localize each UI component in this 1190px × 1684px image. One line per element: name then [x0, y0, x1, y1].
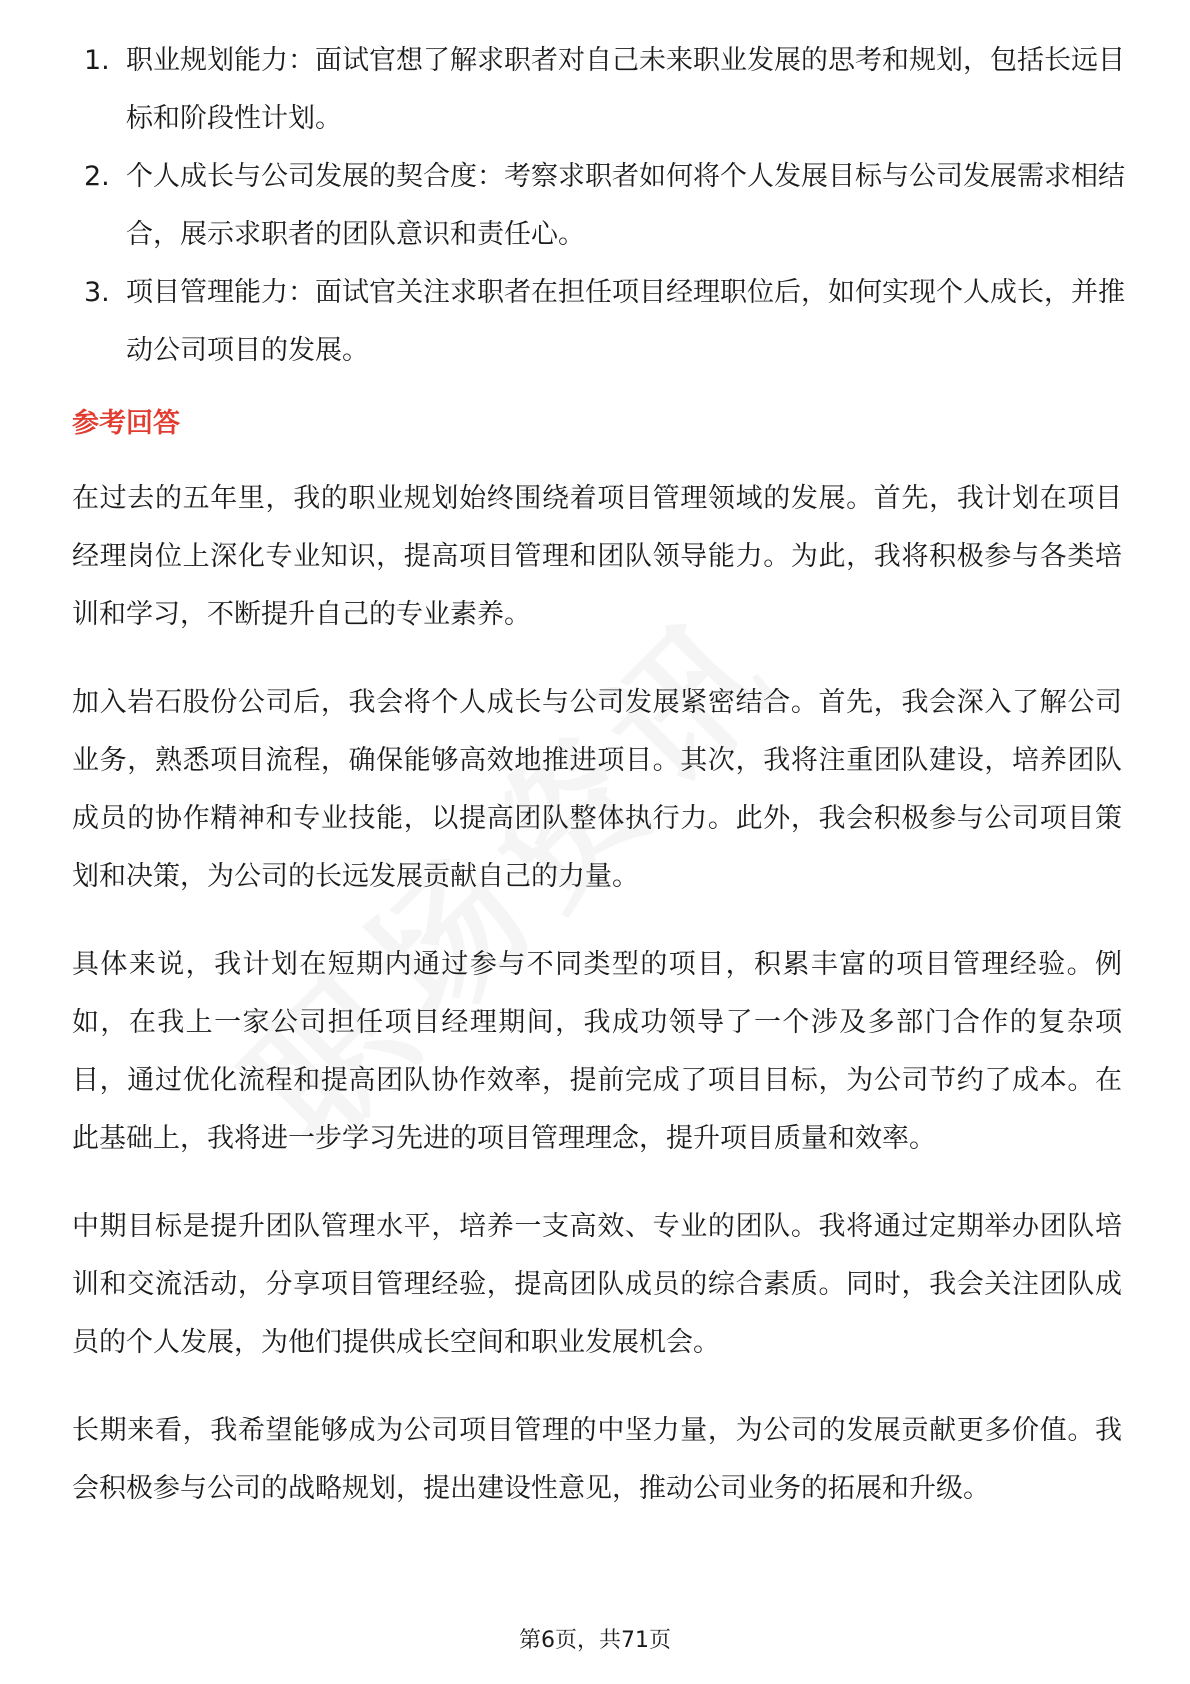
answer-paragraph: 中期目标是提升团队管理水平，培养一支高效、专业的团队。我将通过定期举办团队培训和交流活动，分享项目管理经验，提高团队成员的综合素质。同时，我会关注团队成员的个人发展，为他们提供成长空间和职业发展机会。 — [72, 1211, 1122, 1358]
answer-paragraph: 在过去的五年里，我的职业规划始终围绕着项目管理领域的发展。首先，我计划在项目经理岗位上深化专业知识，提高项目管理和团队领导能力。为此，我将积极参与各类培训和学习，不断提升自己的专业素养。 — [72, 483, 1122, 630]
reference-answer-body — [72, 470, 1122, 1548]
answer-paragraph: 加入岩石股份公司后，我会将个人成长与公司发展紧密结合。首先，我会深入了解公司业务，熟悉项目流程，确保能够高效地推进项目。其次，我将注重团队建设，培养团队成员的协作精神和专业技能，以提高团队整体执行力。此外，我会积极参与公司项目策划和决策，为公司的长远发展贡献自己的力量。 — [72, 687, 1122, 892]
list-item — [72, 264, 1132, 380]
answer-paragraph: 长期来看，我希望能够成为公司项目管理的中坚力量，为公司的发展贡献更多价值。我会积极参与公司的战略规划，提出建设性意见，推动公司业务的拓展和升级。 — [72, 1415, 1122, 1504]
list-item-number: 2. — [84, 161, 110, 192]
list-item — [72, 32, 1132, 148]
page-number-footer: 第6页，共71页 — [519, 1628, 671, 1653]
list-item-number: 1. — [84, 45, 110, 76]
list-item-text: 职业规划能力：面试官想了解求职者对自己未来职业发展的思考和规划，包括长远目标和阶段性计划。 — [126, 45, 1125, 134]
list-item — [72, 148, 1132, 264]
question-analysis-list — [72, 32, 1132, 380]
answer-paragraph: 具体来说，我计划在短期内通过参与不同类型的项目，积累丰富的项目管理经验。例如，在我上一家公司担任项目经理期间，我成功领导了一个涉及多部门合作的复杂项目，通过优化流程和提高团队协作效率，提前完成了项目目标，为公司节约了成本。在此基础上，我将进一步学习先进的项目管理理念，提升项目质量和效率。 — [72, 949, 1122, 1154]
reference-answer-heading: 参考回答 — [72, 408, 180, 439]
list-item-text: 项目管理能力：面试官关注求职者在担任项目经理职位后，如何实现个人成长，并推动公司项目的发展。 — [126, 277, 1125, 366]
list-item-number: 3. — [84, 277, 110, 308]
list-item-text: 个人成长与公司发展的契合度：考察求职者如何将个人发展目标与公司发展需求相结合，展示求职者的团队意识和责任心。 — [126, 161, 1125, 250]
